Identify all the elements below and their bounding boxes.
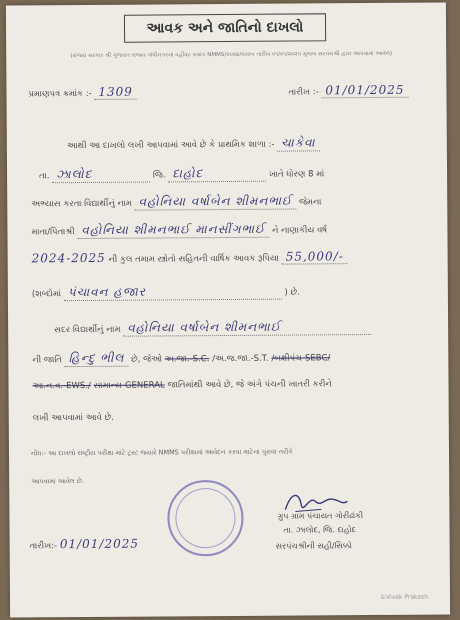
words-label: (શબ્દોમાં: [31, 289, 62, 300]
jemne-text: છે, જેઓ: [131, 354, 163, 365]
income-row: [32, 249, 348, 266]
student-row: [31, 193, 321, 211]
panchayat-seal: [167, 480, 244, 557]
sign-line-3: સરપંચશ્રીની સહી/સિક્કો: [275, 541, 352, 551]
caste-label: ની જાતિ: [32, 355, 62, 366]
category-sebc: /બક્ષીપંચ-SEBC/: [271, 353, 331, 364]
words-end: ) છે.: [284, 287, 300, 298]
category-row: [32, 379, 331, 391]
study-label: અભ્યાસ કરતા વિદ્યાર્થીનું નામ: [31, 198, 132, 210]
note-line-1: નોંધ:- આ દાખલો રાષ્ટ્રીય પરીક્ષા માટે ટ્રસ્ટ જ્યારે NMMS પરીક્ષામાં આવેદન કરવા માટેના પુરાવા તરીકે: [30, 447, 293, 458]
bottom-date-label: તારીખ:-: [29, 541, 58, 552]
category-st: /અ.જ.જા.-S.T.: [212, 353, 269, 365]
category-end-text: જાતિમાંથી આવે છે, જે અંગે પંચની ખાતરી કરીને: [167, 379, 332, 391]
caste-row: [32, 349, 330, 367]
jemna-text: જેમના: [298, 197, 322, 208]
certificate-sheet: [6, 2, 450, 617]
top-date-label: તારીખ :-: [288, 87, 319, 98]
cert-number: 1309: [94, 85, 137, 100]
words-row: [32, 283, 300, 301]
top-date-row: [288, 83, 408, 99]
sign-line-1: ગ્રુપ ગ્રામ પંચાયત ગોરીઢાંકી: [277, 511, 364, 521]
income-words: પંચાવન હજાર: [64, 284, 282, 302]
nagrik-text: ને નાણાકીય વર્ષ: [272, 225, 328, 236]
category-sc: અ.જા.-S.C.: [164, 354, 210, 365]
student-name-label: સદર વિદ્યાર્થીનું નામ: [54, 324, 121, 336]
student-name-2: વહોનિયા વર્ષાબેન શીમનભાઈ: [123, 319, 371, 337]
caste-value: હિન્દુ ભીલ: [65, 351, 129, 367]
top-date: 01/01/2025: [321, 83, 408, 99]
bottom-date: 01/01/2025: [59, 536, 140, 552]
school-name: ચાકેવા: [277, 135, 320, 151]
cert-number-label: પ્રમાણપત્ર ક્રમાંક :-: [28, 88, 92, 100]
district-label: જિ.: [152, 170, 166, 181]
student-name-row-2: [54, 319, 371, 337]
document-title: આવક અને જાતિનો દાખલો: [124, 13, 326, 42]
year-range: 2024-2025: [31, 250, 106, 266]
category-ews: આ.ન.વ.-EWS./: [32, 380, 91, 392]
taluka-label: તા.: [39, 171, 50, 182]
taluka-row: [39, 165, 324, 183]
parent-label: માતા/પિતાશ્રી: [31, 227, 75, 238]
bottom-date-row: [30, 537, 139, 552]
footer-mark: ©Vivek Prakash: [380, 593, 429, 601]
student-name: વહોનિયા વર્ષાબેન શીમનભાઈ: [135, 194, 297, 211]
income-text: ની કુલ તમામ સ્ત્રોતો સહિતની વાર્ષિક આવક રૂપિયા: [108, 253, 280, 265]
category-general: સામાન્ય-GENERAL: [93, 380, 165, 391]
income-amount: 55,000/-: [282, 249, 348, 264]
preamble-text: (રાજ્ય સરકાર શ્રી ગુજરાત રાજ્ય ગાંધીનગરમાં વહીવટ ક્રમાંક NMMS/૨૦૨૪/૨૦૨૫ તારીખ ૦૧/૦૧/૨૦૨૫ મુજબ સરપંચશ્રી દ્વારા આપવામાં આવેલ): [70, 50, 393, 60]
district-name: દાહોદ: [168, 166, 266, 183]
final-line: લખી આપવામાં આવે છે.: [32, 412, 114, 424]
standard-text: ખાતે ધોરણ 8 માં: [268, 169, 325, 180]
sign-line-2: તા. ઝાલોદ, જિ. દાહોદ: [283, 525, 357, 535]
parent-name: વહોનિયા શીમનભાઈ માનસીંગભાઈ: [77, 222, 269, 239]
taluka-name: ઝાલોદ: [52, 167, 150, 184]
intro-text: આથી આ દાખલો લખી આપવામાં આવે છે કે પ્રાથમિક શાળા :-: [66, 139, 275, 152]
cert-number-row: [28, 85, 137, 101]
note-line-2: આપવામાં આવેલ છે.: [31, 477, 84, 486]
intro-row: [67, 135, 320, 153]
parent-row: [31, 221, 327, 239]
